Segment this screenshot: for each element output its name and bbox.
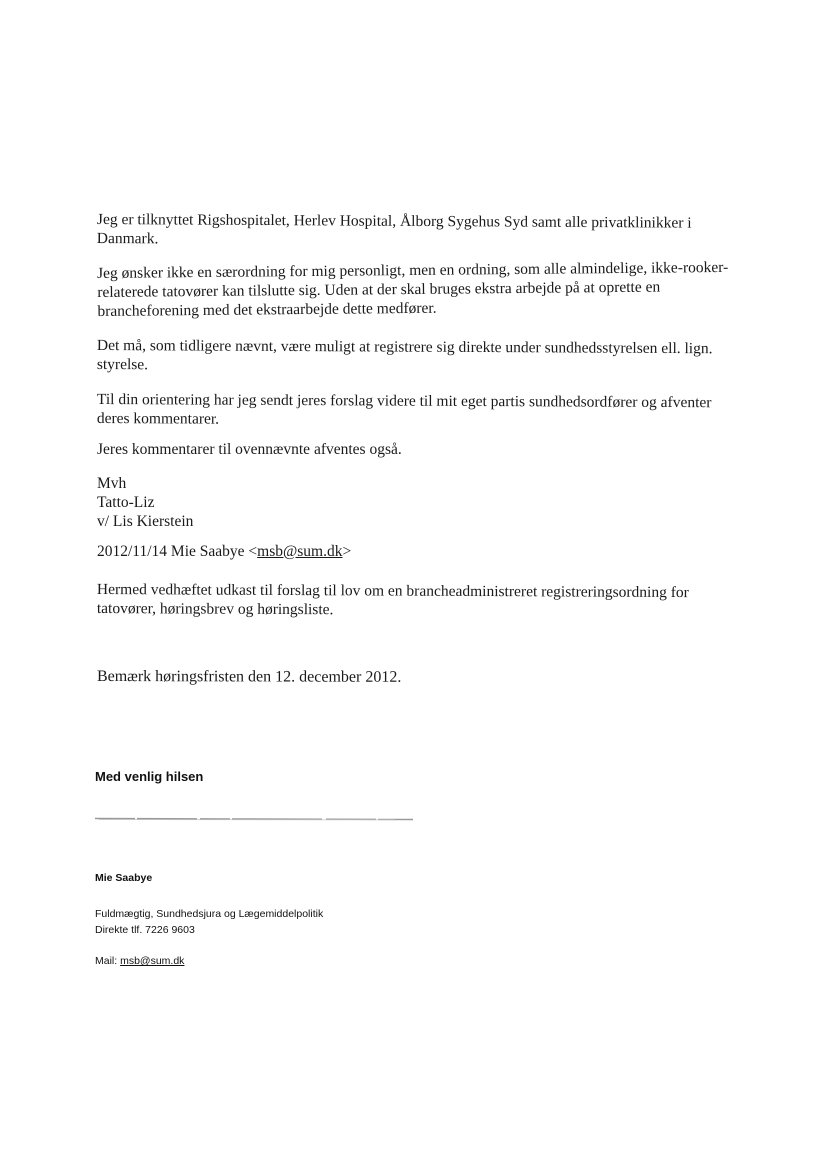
text-line: Det må, som tidligere nævnt, være muligt at registrere sig direkte under sundhedsstyrelsen ell. lign. xyxy=(96,337,713,358)
text-line: Hermed vedhæftet udkast til forslag til lov om en brancheadministreret registreringsordning for xyxy=(96,581,689,602)
signoff-business: Tatto-Liz xyxy=(97,494,155,511)
paragraph-registration xyxy=(97,336,717,377)
text-line: styrelse. xyxy=(96,355,149,374)
text-line: deres kommentarer. xyxy=(96,409,220,428)
paragraph-affiliation xyxy=(97,210,697,252)
signoff-greeting: Mvh xyxy=(97,475,127,492)
paragraph-request xyxy=(97,258,738,321)
paragraph-forwarded xyxy=(97,390,717,431)
signoff-block xyxy=(97,474,193,531)
quoted-email-link[interactable]: msb@sum.dk xyxy=(257,543,343,560)
signature-closing: Med venlig hilsen xyxy=(95,769,204,784)
text-line: Jeg ønsker ikke en særordning for mig personligt, men en ordning, som alle almindelige, ikke-rooker- xyxy=(97,258,729,282)
quoted-header xyxy=(97,542,351,561)
quoted-date-suffix: > xyxy=(342,543,352,560)
quoted-deadline: Bemærk høringsfristen den 12. december 2012. xyxy=(96,668,402,686)
signoff-person: v/ Lis Kierstein xyxy=(97,513,194,530)
quoted-date-prefix: 2012/11/14 Mie Saabye < xyxy=(97,543,258,560)
signature-details xyxy=(95,906,323,938)
quoted-body xyxy=(97,580,707,621)
text-line: relaterede tatovører kan tilslutte sig. Uden at der skal bruges ekstra arbejde på at oprette en xyxy=(97,278,661,301)
text-line: Jeg er tilknyttet Rigshospitalet, Herlev Hospital, Ålborg Sygehus Syd samt alle privatklinikker i xyxy=(96,210,692,232)
text-line: Danmark. xyxy=(96,229,159,248)
text-line: tatovører, høringsbrev og høringsliste. xyxy=(96,599,334,619)
signature-phone: Direkte tlf. 7226 9603 xyxy=(95,924,195,936)
signature-mail xyxy=(95,955,184,967)
paragraph-awaiting: Jeres kommentarer til ovennævnte afventes også. xyxy=(97,441,402,458)
signature-name: Mie Saabye xyxy=(95,872,153,884)
signature-mail-label: Mail: xyxy=(95,955,121,967)
signature-title: Fuldmægtig, Sundhedsjura og Lægemiddelpolitik xyxy=(95,908,324,920)
signature-mail-link[interactable]: msb@sum.dk xyxy=(120,955,185,967)
text-line: brancheforening med det ekstraarbejde dette medfører. xyxy=(97,299,437,320)
signature-divider xyxy=(95,817,413,821)
text-line: Til din orientering har jeg sendt jeres forslag videre til mit eget partis sundhedsordfører og afventer xyxy=(96,391,712,412)
